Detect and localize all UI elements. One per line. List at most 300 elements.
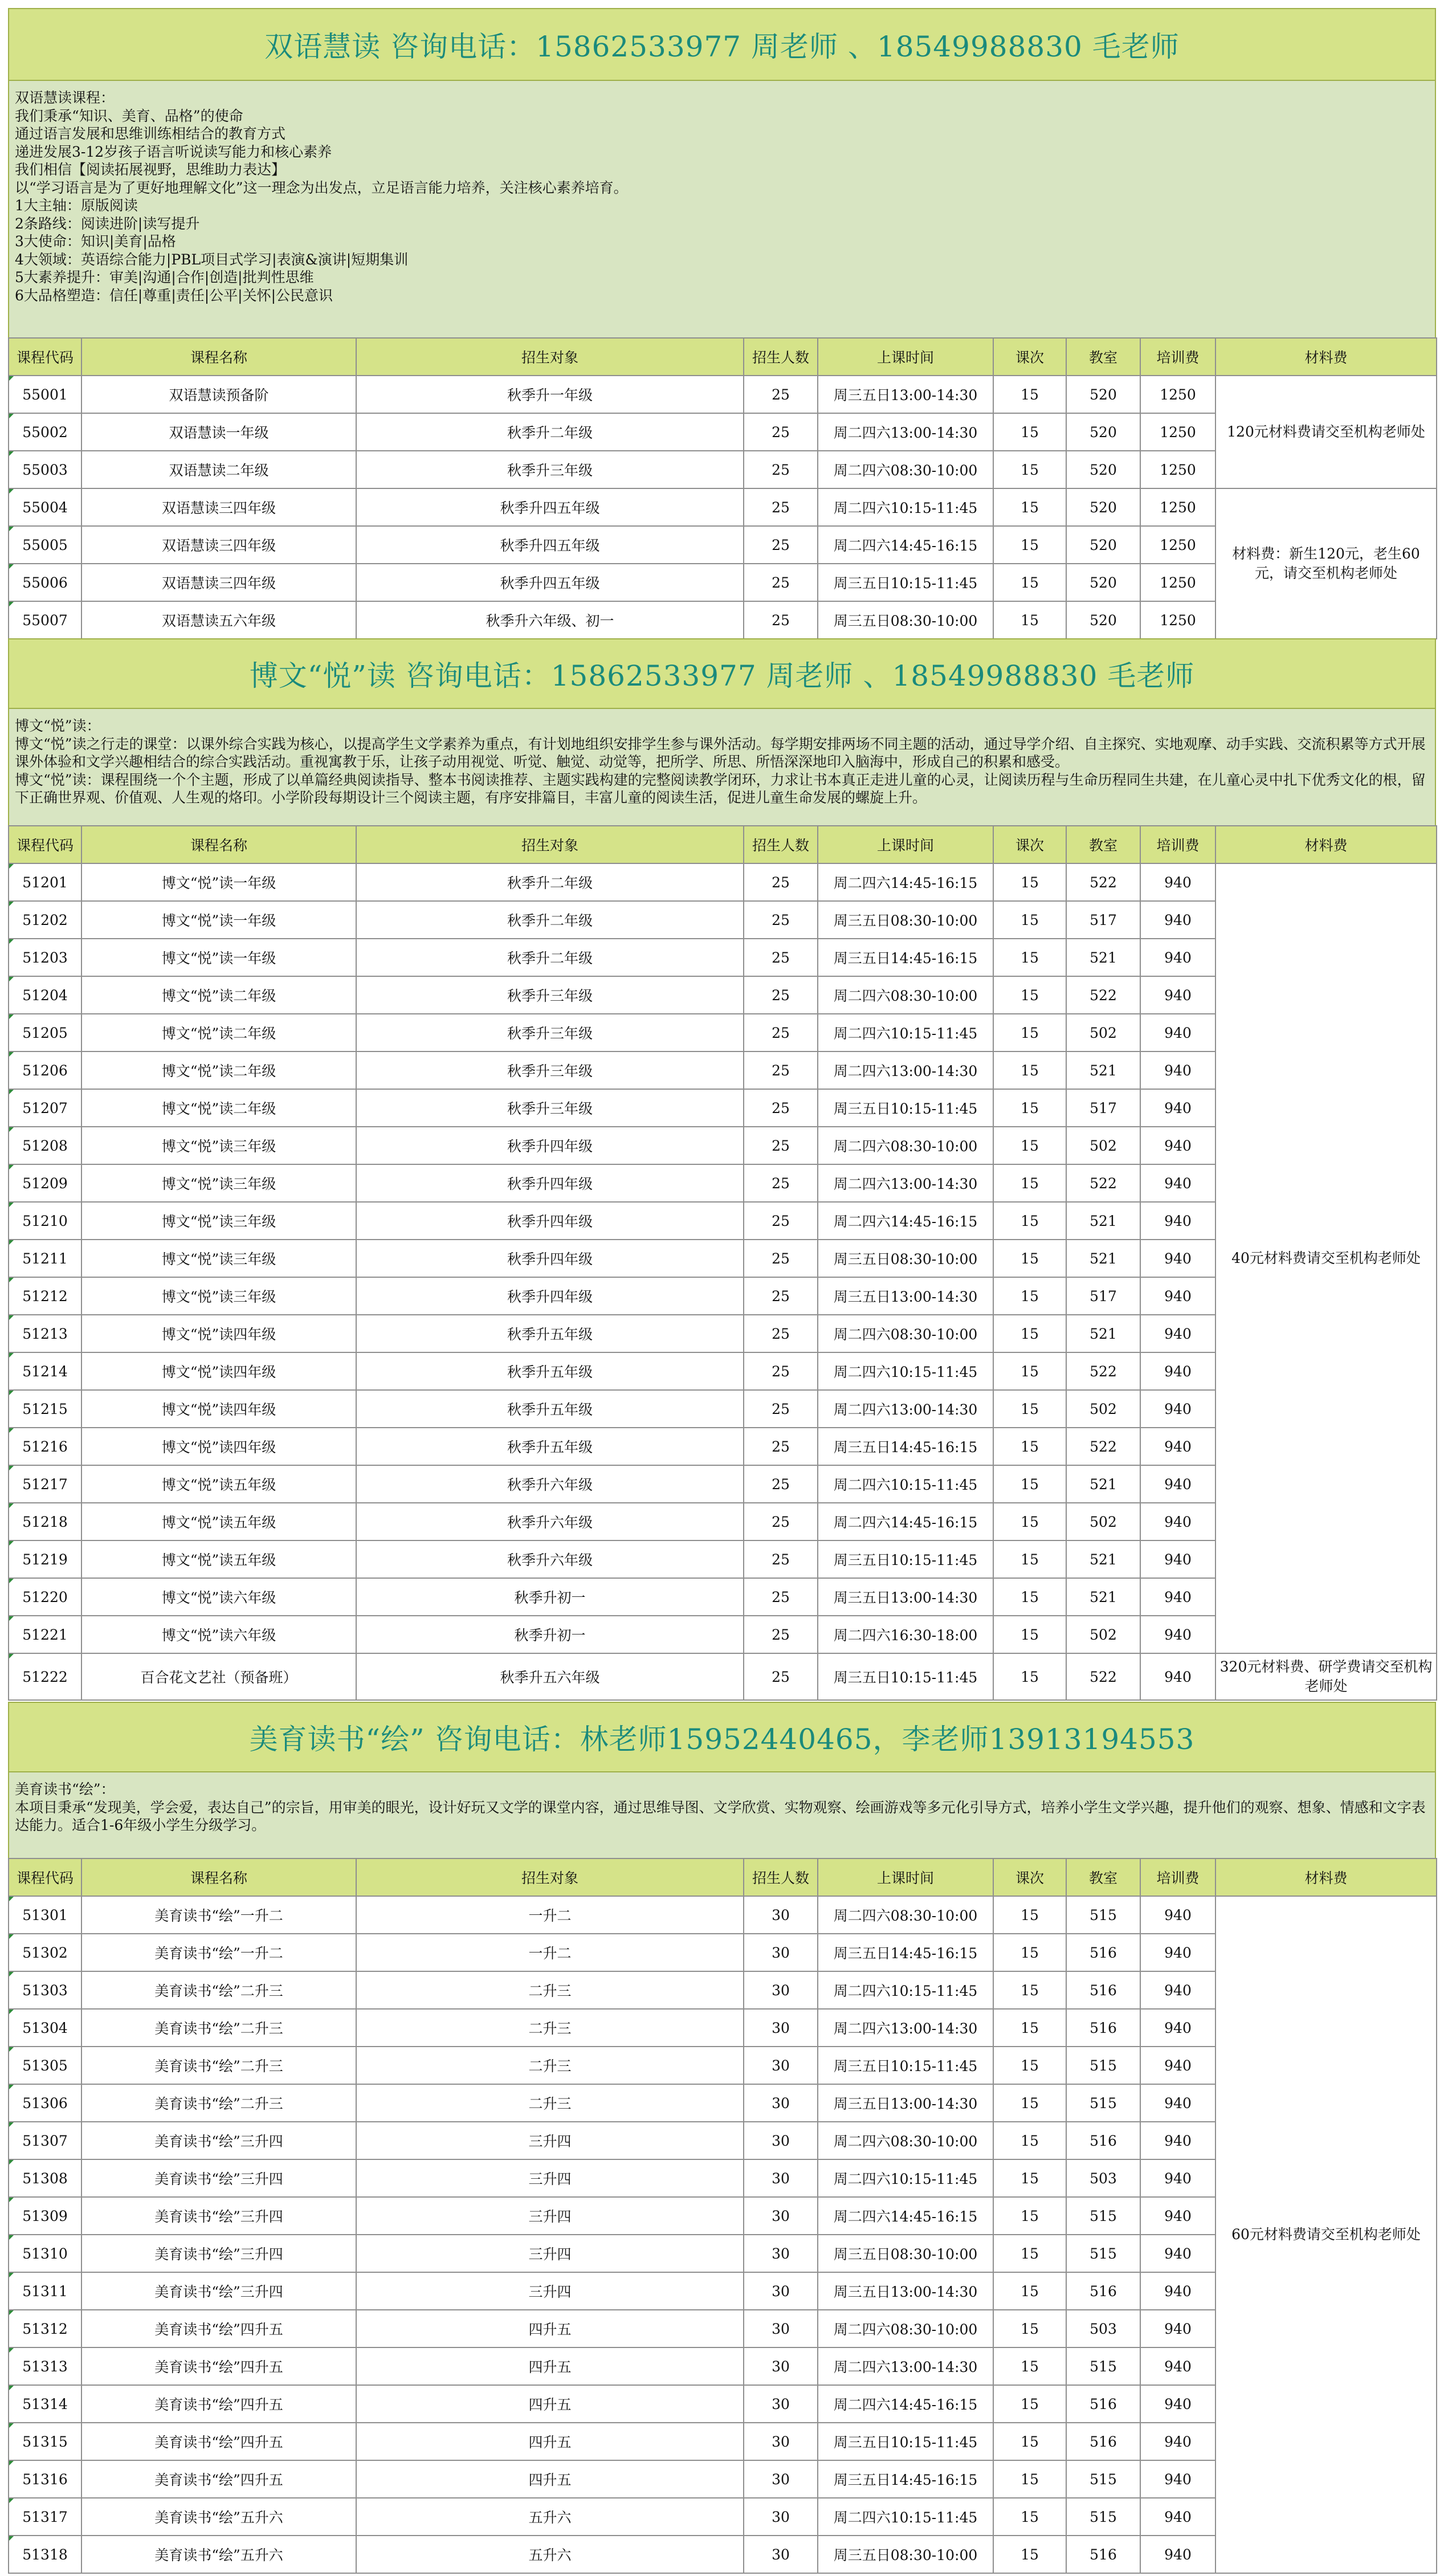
target-cell: 秋季升一年级 — [356, 376, 744, 413]
classroom-cell: 517 — [1066, 901, 1140, 939]
sessions-cell: 15 — [993, 2009, 1066, 2047]
course-code-cell: 51204 — [9, 976, 81, 1014]
sessions-cell: 15 — [993, 2385, 1066, 2423]
tuition-cell: 940 — [1140, 1934, 1215, 1971]
classroom-cell: 502 — [1066, 1127, 1140, 1164]
tuition-cell: 940 — [1140, 2536, 1215, 2573]
course-name-cell: 博文“悦”读五年级 — [81, 1503, 356, 1540]
tuition-cell: 940 — [1140, 1428, 1215, 1465]
sessions-cell: 15 — [993, 1653, 1066, 1700]
course-name-cell: 博文“悦”读一年级 — [81, 863, 356, 901]
course-code-cell: 51301 — [9, 1896, 81, 1934]
course-name-cell: 博文“悦”读一年级 — [81, 939, 356, 976]
classroom-cell: 521 — [1066, 1240, 1140, 1277]
course-code-cell: 51310 — [9, 2235, 81, 2272]
class-time-cell: 周二四六13:00-14:30 — [818, 1390, 993, 1428]
enrollment-cell: 25 — [744, 1428, 818, 1465]
classroom-cell: 515 — [1066, 2197, 1140, 2235]
tuition-cell: 940 — [1140, 1315, 1215, 1352]
course-name-cell: 双语慧读三四年级 — [81, 488, 356, 526]
course-code-cell: 51205 — [9, 1014, 81, 1051]
tuition-cell: 940 — [1140, 1051, 1215, 1089]
table-header-row — [9, 826, 1437, 863]
course-name-cell: 双语慧读五六年级 — [81, 601, 356, 639]
class-time-cell: 周二四六08:30-10:00 — [818, 1315, 993, 1352]
intro-line: 美育读书“绘”： — [15, 1781, 115, 1798]
classroom-cell: 521 — [1066, 1578, 1140, 1616]
intro-line: 2条路线：阅读进阶|读写提升 — [15, 215, 200, 232]
target-cell: 秋季升初一 — [356, 1616, 744, 1653]
sessions-cell: 15 — [993, 601, 1066, 639]
course-code-cell: 51309 — [9, 2197, 81, 2235]
tuition-cell: 940 — [1140, 2310, 1215, 2347]
class-time-cell: 周二四六16:30-18:00 — [818, 1616, 993, 1653]
sessions-cell: 15 — [993, 1089, 1066, 1127]
classroom-cell: 522 — [1066, 1352, 1140, 1390]
column-header: 招生人数 — [744, 826, 818, 863]
classroom-cell: 520 — [1066, 526, 1140, 564]
column-header: 培训费 — [1140, 338, 1215, 376]
classroom-cell: 522 — [1066, 1164, 1140, 1202]
sessions-cell: 15 — [993, 1202, 1066, 1240]
intro-line: 博文“悦”读：课程围绕一个个主题，形成了以单篇经典阅读指导、整本书阅读推荐、主题实践构建的完整阅读教学闭环，力求让书本真正走进儿童的心灵，让阅读历程与生命历程同生共建，在儿童心灵中扎下优秀文化的根，留下正确世界观、价值观、人生观的烙印。小学阶段每期设计三个阅读主题，有序安排篇目，丰富儿童的阅读生活，促进儿童生命发展的螺旋上升。 — [15, 771, 1426, 806]
enrollment-cell: 25 — [744, 1089, 818, 1127]
course-name-cell: 美育读书“绘”二升三 — [81, 1971, 356, 2009]
section-title-bilingual: 双语慧读 咨询电话：15862533977 周老师 、18549988830 毛老师 — [8, 8, 1436, 81]
column-header: 教室 — [1066, 1858, 1140, 1896]
class-time-cell: 周二四六10:15-11:45 — [818, 2498, 993, 2536]
course-name-cell: 美育读书“绘”四升五 — [81, 2460, 356, 2498]
classroom-cell: 515 — [1066, 2084, 1140, 2122]
sessions-cell: 15 — [993, 1896, 1066, 1934]
course-code-cell: 51308 — [9, 2159, 81, 2197]
classroom-cell: 521 — [1066, 1540, 1140, 1578]
target-cell: 三升四 — [356, 2197, 744, 2235]
course-code-cell: 55001 — [9, 376, 81, 413]
course-name-cell: 美育读书“绘”三升四 — [81, 2197, 356, 2235]
course-code-cell: 55006 — [9, 564, 81, 601]
classroom-cell: 517 — [1066, 1089, 1140, 1127]
course-code-cell: 51313 — [9, 2347, 81, 2385]
column-header: 课次 — [993, 338, 1066, 376]
course-name-cell: 博文“悦”读三年级 — [81, 1202, 356, 1240]
enrollment-cell: 30 — [744, 1934, 818, 1971]
course-name-cell: 博文“悦”读四年级 — [81, 1428, 356, 1465]
sessions-cell: 15 — [993, 863, 1066, 901]
enrollment-cell: 25 — [744, 1352, 818, 1390]
class-time-cell: 周二四六14:45-16:15 — [818, 863, 993, 901]
tuition-cell: 940 — [1140, 2347, 1215, 2385]
target-cell: 秋季升二年级 — [356, 863, 744, 901]
course-name-cell: 博文“悦”读四年级 — [81, 1390, 356, 1428]
table-row — [9, 1653, 1437, 1700]
target-cell: 秋季升四年级 — [356, 1164, 744, 1202]
tuition-cell: 940 — [1140, 1089, 1215, 1127]
section-intro-bilingual — [8, 81, 1436, 337]
course-code-cell: 51312 — [9, 2310, 81, 2347]
classroom-cell: 521 — [1066, 939, 1140, 976]
course-code-cell: 51215 — [9, 1390, 81, 1428]
sessions-cell: 15 — [993, 1315, 1066, 1352]
sessions-cell: 15 — [993, 488, 1066, 526]
target-cell: 秋季升二年级 — [356, 939, 744, 976]
course-code-cell: 51305 — [9, 2047, 81, 2084]
column-header: 课程名称 — [81, 1858, 356, 1896]
target-cell: 秋季升初一 — [356, 1578, 744, 1616]
column-header: 培训费 — [1140, 1858, 1215, 1896]
course-name-cell: 美育读书“绘”四升五 — [81, 2347, 356, 2385]
classroom-cell: 516 — [1066, 2385, 1140, 2423]
classroom-cell: 520 — [1066, 376, 1140, 413]
tuition-cell: 940 — [1140, 1127, 1215, 1164]
enrollment-cell: 25 — [744, 1051, 818, 1089]
class-time-cell: 周三五日14:45-16:15 — [818, 2460, 993, 2498]
tuition-cell: 940 — [1140, 1277, 1215, 1315]
target-cell: 三升四 — [356, 2159, 744, 2197]
course-name-cell: 双语慧读一年级 — [81, 413, 356, 451]
column-header: 课次 — [993, 826, 1066, 863]
class-time-cell: 周二四六14:45-16:15 — [818, 2385, 993, 2423]
class-time-cell: 周二四六08:30-10:00 — [818, 976, 993, 1014]
classroom-cell: 503 — [1066, 2310, 1140, 2347]
course-name-cell: 双语慧读二年级 — [81, 451, 356, 488]
class-time-cell: 周三五日10:15-11:45 — [818, 2047, 993, 2084]
table-header-row — [9, 1858, 1437, 1896]
classroom-cell: 515 — [1066, 2460, 1140, 2498]
tuition-cell: 940 — [1140, 2084, 1215, 2122]
sessions-cell: 15 — [993, 1127, 1066, 1164]
tuition-cell: 940 — [1140, 1578, 1215, 1616]
enrollment-cell: 25 — [744, 1240, 818, 1277]
course-name-cell: 百合花文艺社（预备班） — [81, 1653, 356, 1700]
intro-line: 本项目秉承“发现美，学会爱，表达自己”的宗旨，用审美的眼光，设计好玩又文学的课堂内容，通过思维导图、文学欣赏、实物观察、绘画游戏等多元化引导方式，培养小学生文学兴趣，提升他们的观察、想象、情感和文字表达能力。适合1-6年级小学生分级学习。 — [15, 1799, 1426, 1833]
class-time-cell: 周三五日08:30-10:00 — [818, 601, 993, 639]
class-time-cell: 周二四六13:00-14:30 — [818, 1164, 993, 1202]
enrollment-cell: 30 — [744, 1896, 818, 1934]
sessions-cell: 15 — [993, 1465, 1066, 1503]
material-fee-cell: 60元材料费请交至机构老师处 — [1215, 1896, 1437, 2573]
sessions-cell: 15 — [993, 1578, 1066, 1616]
sessions-cell: 15 — [993, 564, 1066, 601]
classroom-cell: 522 — [1066, 1653, 1140, 1700]
tuition-cell: 1250 — [1140, 376, 1215, 413]
column-header: 教室 — [1066, 338, 1140, 376]
intro-line: 5大素养提升：审美|沟通|合作|创造|批判性思维 — [15, 269, 314, 286]
sessions-cell: 15 — [993, 2084, 1066, 2122]
tuition-cell: 940 — [1140, 1014, 1215, 1051]
course-name-cell: 美育读书“绘”三升四 — [81, 2272, 356, 2310]
sessions-cell: 15 — [993, 526, 1066, 564]
class-time-cell: 周三五日10:15-11:45 — [818, 1089, 993, 1127]
enrollment-cell: 25 — [744, 1653, 818, 1700]
tuition-cell: 940 — [1140, 2159, 1215, 2197]
sessions-cell: 15 — [993, 1240, 1066, 1277]
class-time-cell: 周三五日10:15-11:45 — [818, 1653, 993, 1700]
sessions-cell: 15 — [993, 2235, 1066, 2272]
target-cell: 四升五 — [356, 2423, 744, 2460]
enrollment-cell: 25 — [744, 1465, 818, 1503]
tuition-cell: 940 — [1140, 1616, 1215, 1653]
sessions-cell: 15 — [993, 1390, 1066, 1428]
classroom-cell: 502 — [1066, 1390, 1140, 1428]
course-code-cell: 51318 — [9, 2536, 81, 2573]
target-cell: 秋季升四年级 — [356, 1202, 744, 1240]
sessions-cell: 15 — [993, 1503, 1066, 1540]
sessions-cell: 15 — [993, 2272, 1066, 2310]
sessions-cell: 15 — [993, 2197, 1066, 2235]
intro-line: 递进发展3-12岁孩子语言听说读写能力和核心素养 — [15, 143, 332, 160]
target-cell: 秋季升五六年级 — [356, 1653, 744, 1700]
classroom-cell: 515 — [1066, 1896, 1140, 1934]
target-cell: 二升三 — [356, 2009, 744, 2047]
target-cell: 秋季升四五年级 — [356, 526, 744, 564]
class-time-cell: 周二四六10:15-11:45 — [818, 1971, 993, 2009]
target-cell: 秋季升三年级 — [356, 976, 744, 1014]
sessions-cell: 15 — [993, 1934, 1066, 1971]
sessions-cell: 15 — [993, 451, 1066, 488]
course-code-cell: 55007 — [9, 601, 81, 639]
column-header: 招生人数 — [744, 1858, 818, 1896]
sessions-cell: 15 — [993, 2310, 1066, 2347]
section-title-meiyu: 美育读书“绘” 咨询电话：林老师15952440465，李老师13913194553 — [8, 1702, 1436, 1772]
sessions-cell: 15 — [993, 376, 1066, 413]
course-code-cell: 51221 — [9, 1616, 81, 1653]
classroom-cell: 516 — [1066, 2423, 1140, 2460]
intro-line: 博文“悦”读之行走的课堂：以课外综合实践为核心，以提高学生文学素养为重点，有计划地组织安排学生参与课外活动。每学期安排两场不同主题的活动，通过导学介绍、自主探究、实地观摩、动手实践、交流积累等方式开展课外体验和文学兴趣相结合的综合实践活动。重视寓教于乐，让孩子动用视觉、听觉、触觉、动觉等，把所学、所思、所悟深深地印入脑海中，形成自己的积累和感受。 — [15, 735, 1426, 770]
course-code-cell: 51218 — [9, 1503, 81, 1540]
column-header: 课次 — [993, 1858, 1066, 1896]
column-header: 材料费 — [1215, 826, 1437, 863]
enrollment-cell: 30 — [744, 2272, 818, 2310]
classroom-cell: 516 — [1066, 2009, 1140, 2047]
course-code-cell: 51304 — [9, 2009, 81, 2047]
tuition-cell: 940 — [1140, 901, 1215, 939]
enrollment-cell: 25 — [744, 939, 818, 976]
class-time-cell: 周三五日13:00-14:30 — [818, 376, 993, 413]
course-code-cell: 51210 — [9, 1202, 81, 1240]
course-name-cell: 美育读书“绘”二升三 — [81, 2009, 356, 2047]
target-cell: 秋季升五年级 — [356, 1390, 744, 1428]
course-code-cell: 51314 — [9, 2385, 81, 2423]
course-name-cell: 博文“悦”读二年级 — [81, 976, 356, 1014]
course-name-cell: 美育读书“绘”四升五 — [81, 2423, 356, 2460]
target-cell: 五升六 — [356, 2498, 744, 2536]
class-time-cell: 周三五日08:30-10:00 — [818, 1240, 993, 1277]
enrollment-cell: 30 — [744, 2159, 818, 2197]
course-name-cell: 美育读书“绘”四升五 — [81, 2310, 356, 2347]
column-header: 教室 — [1066, 826, 1140, 863]
classroom-cell: 515 — [1066, 2347, 1140, 2385]
enrollment-cell: 25 — [744, 1127, 818, 1164]
course-name-cell: 博文“悦”读五年级 — [81, 1540, 356, 1578]
course-table-bowen — [8, 825, 1437, 1701]
classroom-cell: 516 — [1066, 2122, 1140, 2159]
tuition-cell: 940 — [1140, 1896, 1215, 1934]
tuition-cell: 940 — [1140, 1164, 1215, 1202]
enrollment-cell: 25 — [744, 488, 818, 526]
target-cell: 一升二 — [356, 1896, 744, 1934]
tuition-cell: 940 — [1140, 1202, 1215, 1240]
intro-line: 我们相信【阅读拓展视野，思维助力表达】 — [15, 161, 286, 178]
section-title-bowen: 博文“悦”读 咨询电话：15862533977 周老师 、18549988830 毛老师 — [8, 638, 1436, 709]
intro-line: 博文“悦”读： — [15, 718, 101, 734]
enrollment-cell: 30 — [744, 2460, 818, 2498]
column-header: 上课时间 — [818, 826, 993, 863]
intro-line: 通过语言发展和思维训练相结合的教育方式 — [15, 125, 286, 142]
enrollment-cell: 25 — [744, 601, 818, 639]
enrollment-cell: 30 — [744, 2423, 818, 2460]
enrollment-cell: 25 — [744, 1616, 818, 1653]
course-name-cell: 博文“悦”读四年级 — [81, 1315, 356, 1352]
sessions-cell: 15 — [993, 1540, 1066, 1578]
course-code-cell: 51316 — [9, 2460, 81, 2498]
enrollment-cell: 25 — [744, 1014, 818, 1051]
target-cell: 五升六 — [356, 2536, 744, 2573]
tuition-cell: 940 — [1140, 2423, 1215, 2460]
enrollment-cell: 25 — [744, 564, 818, 601]
sessions-cell: 15 — [993, 2122, 1066, 2159]
target-cell: 秋季升四年级 — [356, 1240, 744, 1277]
table-row — [9, 376, 1437, 413]
class-time-cell: 周二四六13:00-14:30 — [818, 1051, 993, 1089]
class-time-cell: 周二四六13:00-14:30 — [818, 2347, 993, 2385]
tuition-cell: 940 — [1140, 939, 1215, 976]
course-code-cell: 51213 — [9, 1315, 81, 1352]
column-header: 招生人数 — [744, 338, 818, 376]
course-name-cell: 美育读书“绘”三升四 — [81, 2122, 356, 2159]
tuition-cell: 1250 — [1140, 451, 1215, 488]
classroom-cell: 520 — [1066, 451, 1140, 488]
classroom-cell: 503 — [1066, 2159, 1140, 2197]
target-cell: 秋季升六年级 — [356, 1540, 744, 1578]
course-code-cell: 51212 — [9, 1277, 81, 1315]
sessions-cell: 15 — [993, 1971, 1066, 2009]
course-code-cell: 51219 — [9, 1540, 81, 1578]
sessions-cell: 15 — [993, 1277, 1066, 1315]
course-name-cell: 美育读书“绘”五升六 — [81, 2498, 356, 2536]
section-intro-bowen — [8, 709, 1436, 825]
target-cell: 四升五 — [356, 2385, 744, 2423]
tuition-cell: 940 — [1140, 1971, 1215, 2009]
target-cell: 二升三 — [356, 1971, 744, 2009]
class-time-cell: 周二四六14:45-16:15 — [818, 1202, 993, 1240]
classroom-cell: 516 — [1066, 1971, 1140, 2009]
target-cell: 秋季升三年级 — [356, 451, 744, 488]
class-time-cell: 周三五日13:00-14:30 — [818, 1277, 993, 1315]
enrollment-cell: 30 — [744, 2235, 818, 2272]
course-code-cell: 55005 — [9, 526, 81, 564]
course-name-cell: 博文“悦”读三年级 — [81, 1240, 356, 1277]
classroom-cell: 515 — [1066, 2498, 1140, 2536]
classroom-cell: 522 — [1066, 976, 1140, 1014]
class-time-cell: 周三五日14:45-16:15 — [818, 1934, 993, 1971]
target-cell: 秋季升六年级 — [356, 1503, 744, 1540]
class-time-cell: 周二四六13:00-14:30 — [818, 2009, 993, 2047]
target-cell: 秋季升六年级、初一 — [356, 601, 744, 639]
course-code-cell: 51201 — [9, 863, 81, 901]
enrollment-cell: 25 — [744, 1578, 818, 1616]
material-fee-cell: 材料费：新生120元，老生60元，请交至机构老师处 — [1215, 488, 1437, 639]
sessions-cell: 15 — [993, 2159, 1066, 2197]
course-name-cell: 美育读书“绘”三升四 — [81, 2235, 356, 2272]
column-header: 课程代码 — [9, 338, 81, 376]
classroom-cell: 521 — [1066, 1465, 1140, 1503]
course-name-cell: 双语慧读预备阶 — [81, 376, 356, 413]
class-time-cell: 周三五日13:00-14:30 — [818, 2084, 993, 2122]
column-header: 招生对象 — [356, 826, 744, 863]
target-cell: 秋季升五年级 — [356, 1352, 744, 1390]
course-name-cell: 美育读书“绘”一升二 — [81, 1934, 356, 1971]
class-time-cell: 周二四六10:15-11:45 — [818, 1014, 993, 1051]
enrollment-cell: 25 — [744, 1540, 818, 1578]
course-code-cell: 51311 — [9, 2272, 81, 2310]
tuition-cell: 1250 — [1140, 488, 1215, 526]
target-cell: 秋季升三年级 — [356, 1051, 744, 1089]
column-header: 课程名称 — [81, 338, 356, 376]
target-cell: 秋季升四五年级 — [356, 488, 744, 526]
course-code-cell: 51302 — [9, 1934, 81, 1971]
course-name-cell: 博文“悦”读六年级 — [81, 1578, 356, 1616]
table-row — [9, 488, 1437, 526]
course-code-cell: 51317 — [9, 2498, 81, 2536]
class-time-cell: 周三五日14:45-16:15 — [818, 939, 993, 976]
course-name-cell: 博文“悦”读二年级 — [81, 1014, 356, 1051]
tuition-cell: 940 — [1140, 2197, 1215, 2235]
table-row — [9, 1896, 1437, 1934]
classroom-cell: 521 — [1066, 1202, 1140, 1240]
enrollment-cell: 30 — [744, 2122, 818, 2159]
class-time-cell: 周二四六08:30-10:00 — [818, 1896, 993, 1934]
sessions-cell: 15 — [993, 1051, 1066, 1089]
class-time-cell: 周三五日13:00-14:30 — [818, 2272, 993, 2310]
tuition-cell: 1250 — [1140, 526, 1215, 564]
enrollment-cell: 25 — [744, 526, 818, 564]
class-time-cell: 周二四六10:15-11:45 — [818, 1352, 993, 1390]
column-header: 培训费 — [1140, 826, 1215, 863]
tuition-cell: 1250 — [1140, 601, 1215, 639]
sessions-cell: 15 — [993, 2498, 1066, 2536]
enrollment-cell: 25 — [744, 1503, 818, 1540]
course-code-cell: 55003 — [9, 451, 81, 488]
intro-line: 我们秉承“知识、美育、品格”的使命 — [15, 107, 243, 124]
class-time-cell: 周三五日10:15-11:45 — [818, 2423, 993, 2460]
course-name-cell: 博文“悦”读四年级 — [81, 1352, 356, 1390]
sessions-cell: 15 — [993, 976, 1066, 1014]
class-time-cell: 周二四六08:30-10:00 — [818, 1127, 993, 1164]
course-name-cell: 双语慧读三四年级 — [81, 564, 356, 601]
class-time-cell: 周二四六10:15-11:45 — [818, 2159, 993, 2197]
classroom-cell: 520 — [1066, 413, 1140, 451]
target-cell: 秋季升二年级 — [356, 413, 744, 451]
class-time-cell: 周三五日10:15-11:45 — [818, 564, 993, 601]
course-table-meiyu — [8, 1858, 1437, 2574]
classroom-cell: 516 — [1066, 1934, 1140, 1971]
sessions-cell: 15 — [993, 2347, 1066, 2385]
class-time-cell: 周二四六14:45-16:15 — [818, 1503, 993, 1540]
class-time-cell: 周三五日13:00-14:30 — [818, 1578, 993, 1616]
column-header: 上课时间 — [818, 1858, 993, 1896]
course-code-cell: 55004 — [9, 488, 81, 526]
tuition-cell: 940 — [1140, 1352, 1215, 1390]
classroom-cell: 521 — [1066, 1315, 1140, 1352]
tuition-cell: 940 — [1140, 1540, 1215, 1578]
section-intro-meiyu — [8, 1772, 1436, 1858]
material-fee-cell: 320元材料费、研学费请交至机构老师处 — [1215, 1653, 1437, 1700]
target-cell: 秋季升四年级 — [356, 1127, 744, 1164]
enrollment-cell: 30 — [744, 2009, 818, 2047]
classroom-cell: 502 — [1066, 1616, 1140, 1653]
course-code-cell: 55002 — [9, 413, 81, 451]
